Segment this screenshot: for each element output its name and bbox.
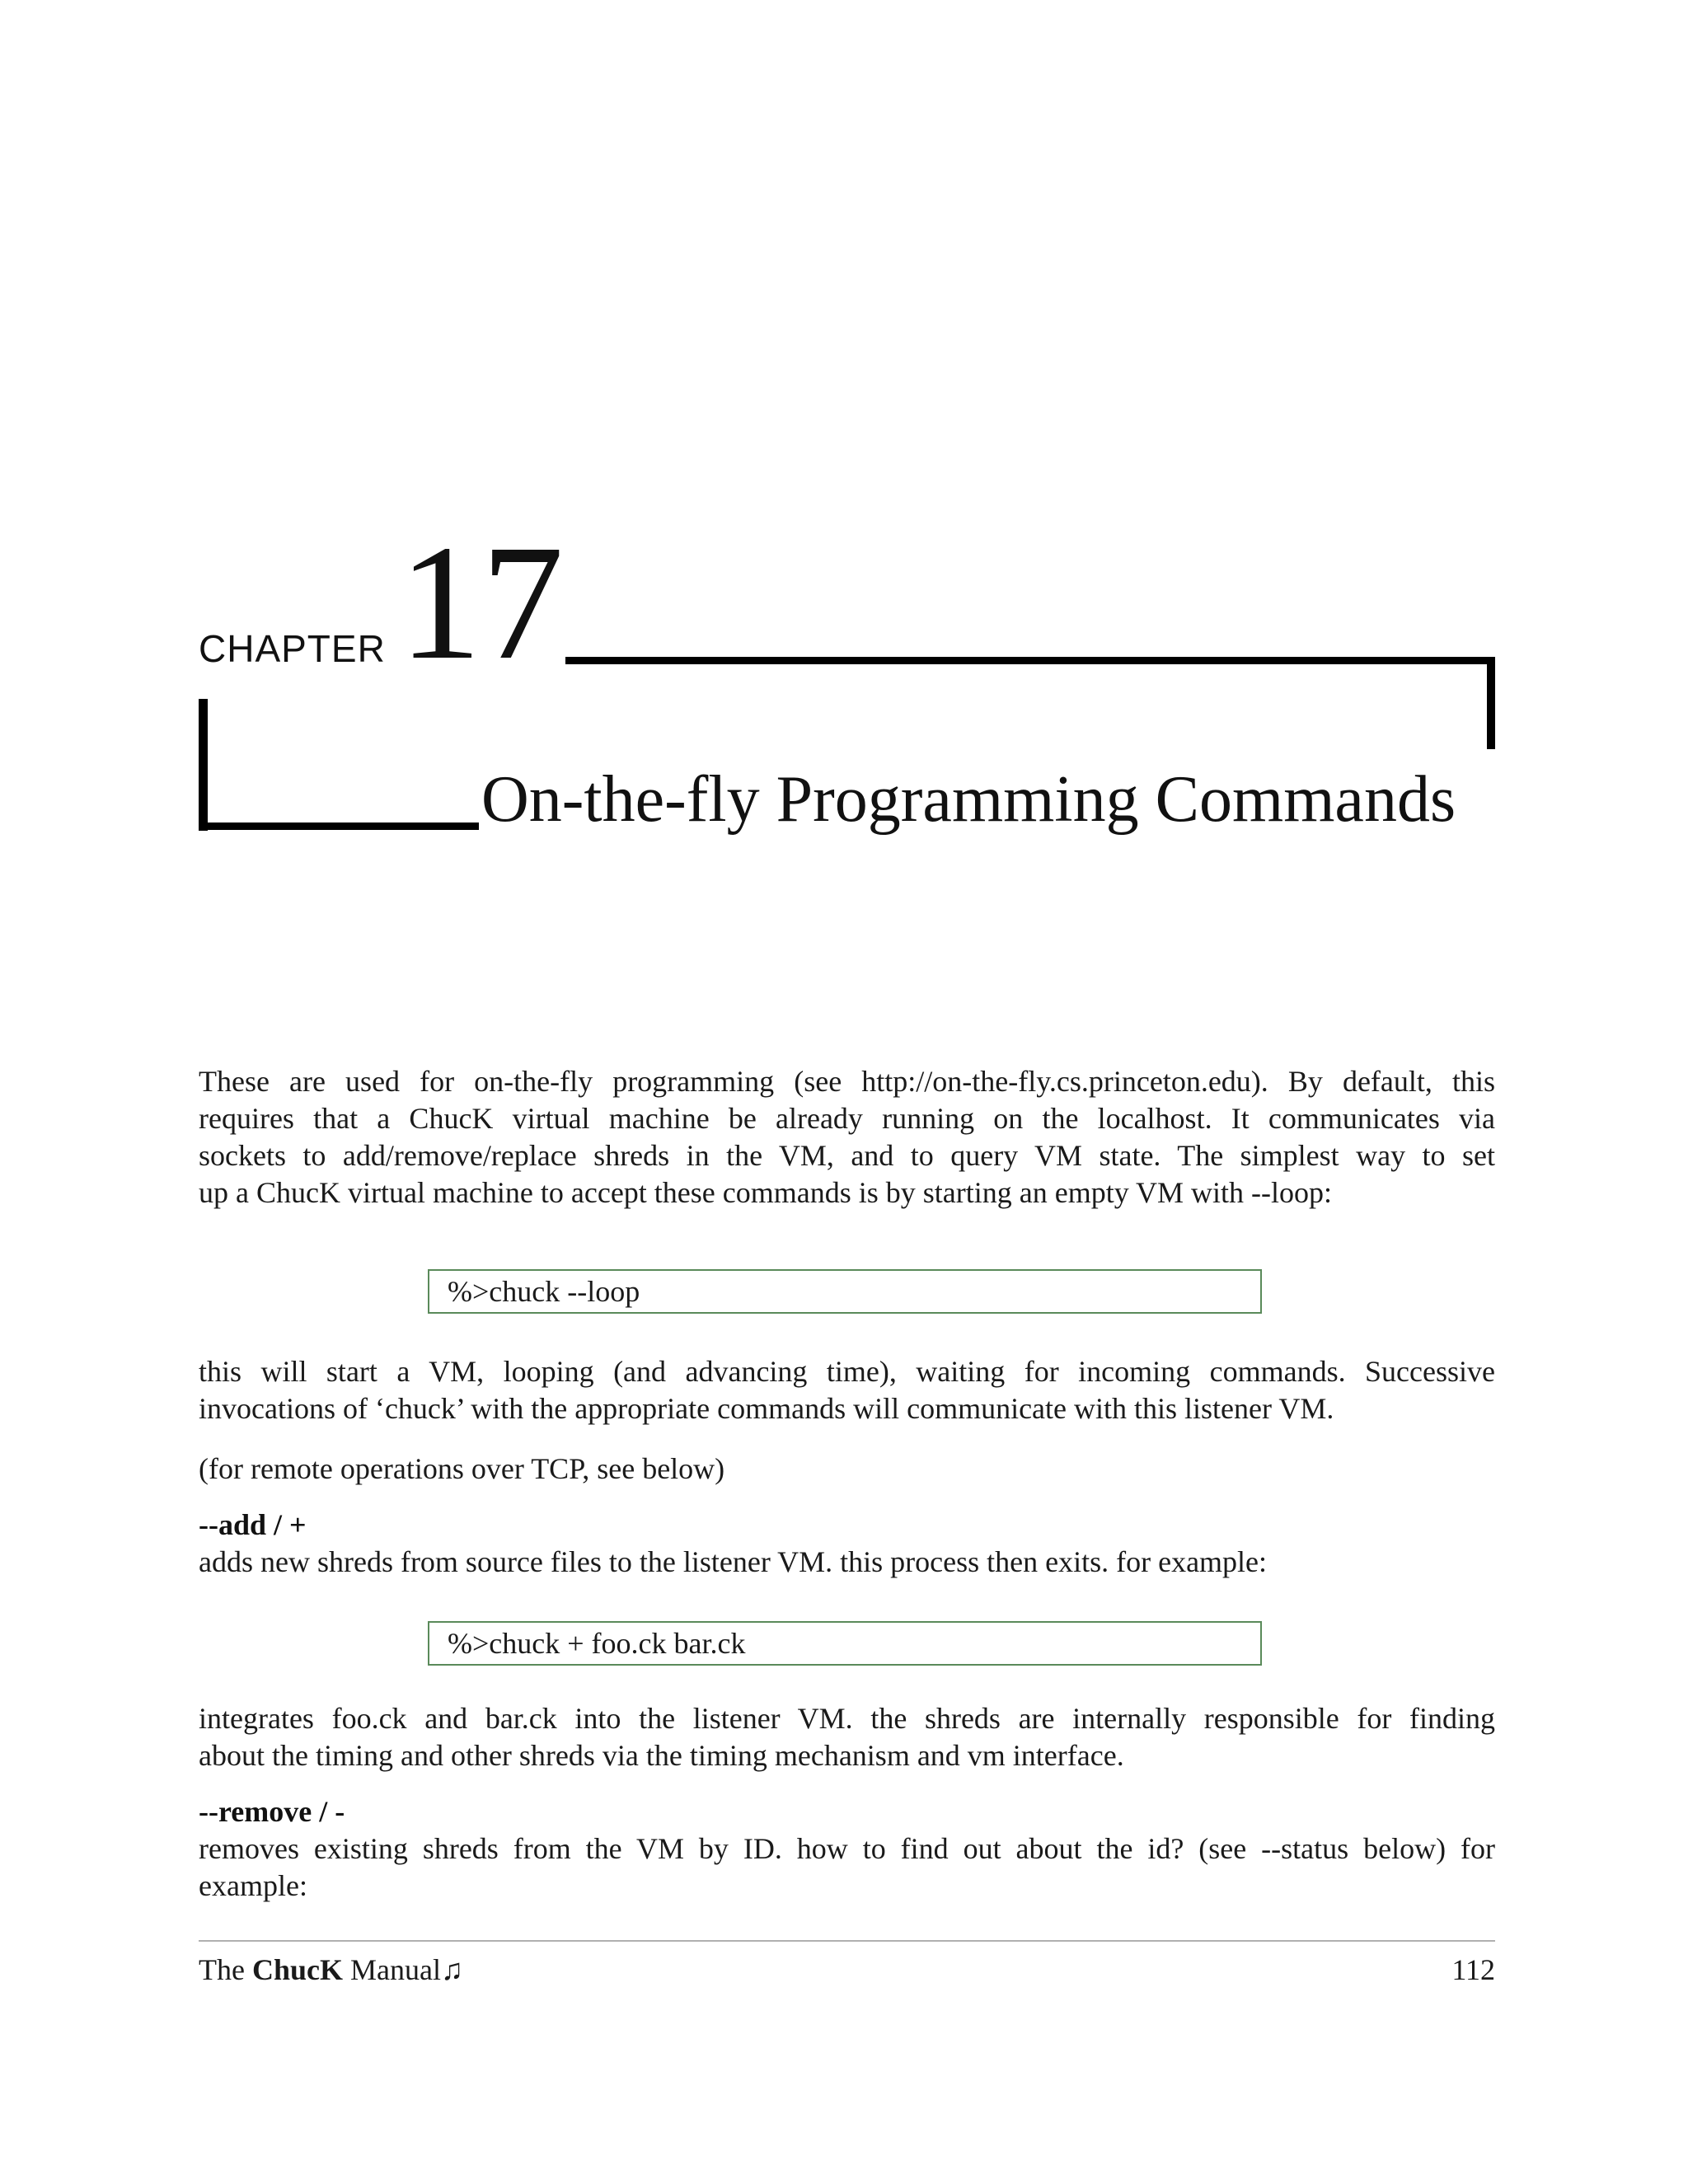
add-explanation	[199, 1700, 1495, 1774]
remove-command-title: --remove / -	[199, 1795, 345, 1828]
add-command-title: --add / +	[199, 1508, 307, 1541]
footer-suffix: Manual♫	[350, 1953, 463, 1986]
chapter-rule-left	[199, 699, 208, 831]
add-explanation-line: about the timing and other shreds via the timing mechanism and vm interface.	[199, 1739, 1124, 1772]
footer-brand: ChucK	[251, 1953, 343, 1986]
chapter-rule-bottom	[199, 823, 479, 830]
remove-description-line: example:	[199, 1869, 307, 1902]
chapter-rule-top	[565, 657, 1495, 664]
footer-manual-title	[199, 1952, 463, 1989]
code-block-add: %>chuck + foo.ck bar.ck	[428, 1621, 1262, 1666]
loop-explanation	[199, 1353, 1495, 1427]
chapter-label: CHAPTER	[199, 627, 386, 670]
chapter-title: On-the-fly Programming Commands	[481, 763, 1456, 836]
page-number: 112	[1451, 1953, 1495, 1986]
intro-line: up a ChucK virtual machine to accept these commands is by starting an empty VM with --loop:	[199, 1176, 1333, 1209]
footer-prefix: The	[199, 1953, 245, 1986]
loop-explanation-line: this will start a VM, looping (and advancing time), waiting for incoming commands. Successive	[199, 1355, 1495, 1388]
remote-note: (for remote operations over TCP, see below)	[199, 1452, 725, 1485]
add-description: adds new shreds from source files to the listener VM. this process then exits. for example:	[199, 1545, 1268, 1578]
add-explanation-line: integrates foo.ck and bar.ck into the listener VM. the shreds are internally responsible for finding	[199, 1702, 1495, 1735]
intro-line: sockets to add/remove/replace shreds in the VM, and to query VM state. The simplest way to set	[199, 1139, 1495, 1172]
chapter-rule-right	[1487, 657, 1495, 749]
intro-line: requires that a ChucK virtual machine be already running on the localhost. It communicates via	[199, 1102, 1495, 1135]
intro-paragraph	[199, 1063, 1495, 1212]
intro-line: These are used for on-the-fly programming (see http://on-the-fly.cs.princeton.edu). By default, this	[199, 1065, 1495, 1098]
chapter-number: 17	[399, 512, 564, 694]
loop-explanation-line: invocations of ‘chuck’ with the appropriate commands will communicate with this listener VM.	[199, 1392, 1334, 1425]
remove-description	[199, 1830, 1495, 1905]
code-block-loop: %>chuck --loop	[428, 1269, 1262, 1314]
remove-description-line: removes existing shreds from the VM by ID. how to find out about the id? (see --status below) for	[199, 1832, 1495, 1865]
footer-rule	[199, 1940, 1495, 1942]
